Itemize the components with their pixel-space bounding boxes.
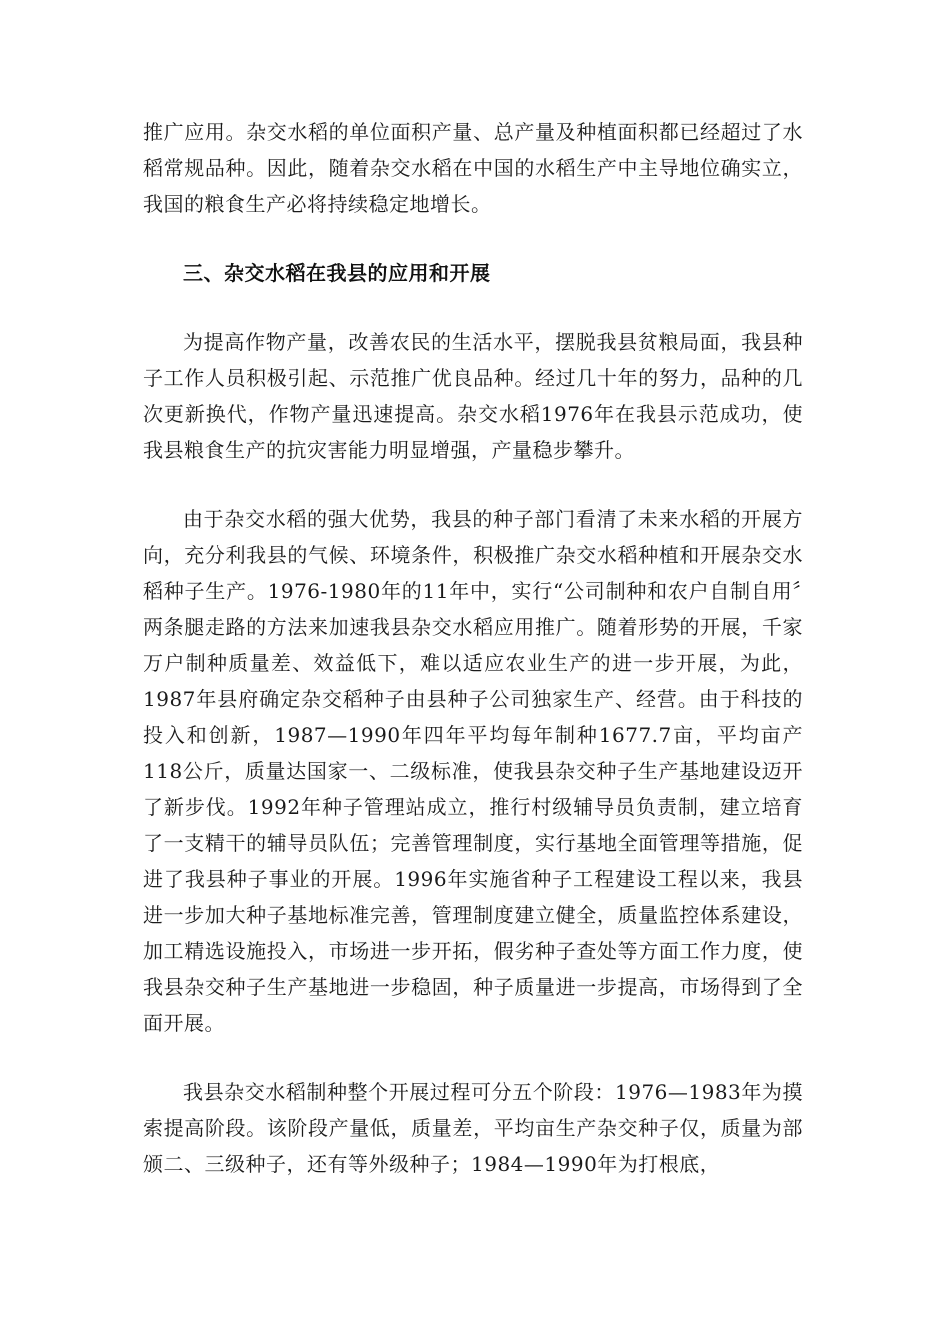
document-body <box>143 114 803 1182</box>
paragraph-history: 由于杂交水稻的强大优势，我县的种子部门看清了未来水稻的开展方向，充分利我县的气候、环境条件，积极推广杂交水稻种植和开展杂交水稻种子生产。1976-1980年的11年中，实行“公司制种和农户自制自用〞两条腿走路的方法来加速我县杂交水稻应用推广。随着形势的开展，千家万户制种质量差、效益低下，难以适应农业生产的进一步开展，为此，1987年县府确定杂交稻种子由县种子公司独家生产、经营。由于科技的投入和创新，1987—1990年四年平均每年制种1677.7亩，平均亩产118公斤，质量达国家一、二级标准，使我县杂交种子生产基地建设迈开了新步伐。1992年种子管理站成立，推行村级辅导员负责制，建立培育了一支精干的辅导员队伍；完善管理制度，实行基地全面管理等措施，促进了我县种子事业的开展。1996年实施省种子工程建设工程以来，我县进一步加大种子基地标准完善，管理制度建立健全，质量监控体系建设，加工精选设施投入，市场进一步开拓，假劣种子查处等方面工作力度，使我县杂交种子生产基地进一步稳固，种子质量进一步提高，市场得到了全面开展。 <box>143 507 803 1035</box>
section-heading: 三、杂交水稻在我县的应用和开展 <box>183 261 491 285</box>
paragraph-continuation: 推广应用。杂交水稻的单位面积产量、总产量及种植面积都已经超过了水稻常规品种。因此，随着杂交水稻在中国的水稻生产中主导地位确实立，我国的粮食生产必将持续稳定地增长。 <box>143 120 803 216</box>
paragraph-intro: 为提高作物产量，改善农民的生活水平，摆脱我县贫粮局面，我县种子工作人员积极引起、示范推广优良品种。经过几十年的努力，品种的几次更新换代，作物产量迅速提高。杂交水稻1976年在我县示范成功，使我县粮食生产的抗灾害能力明显增强，产量稳步攀升。 <box>143 330 803 462</box>
paragraph-stages: 我县杂交水稻制种整个开展过程可分五个阶段：1976—1983年为摸索提高阶段。该阶段产量低，质量差，平均亩生产杂交种子仅，质量为部颁二、三级种子，还有等外级种子；1984—1990年为打根底， <box>143 1080 803 1176</box>
